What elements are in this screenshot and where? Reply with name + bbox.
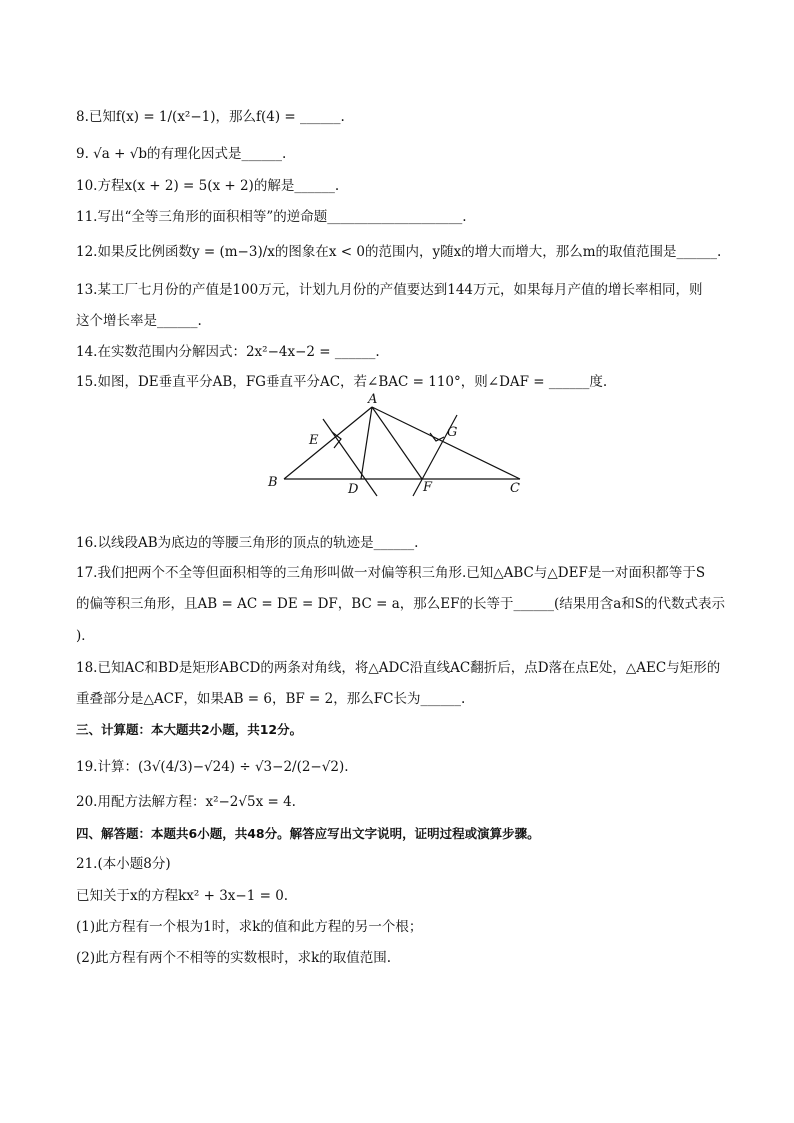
label-d: D xyxy=(348,482,359,497)
question-18-line1: 18.已知AC和BD是矩形ABCD的两条对角线，将△ADC沿直线AC翻折后，点D落在点E处，△AEC与矩形的 xyxy=(76,660,721,676)
question-11: 11.写出“全等三角形的面积相等”的逆命题____________________. xyxy=(76,209,467,225)
question-17-line3: )． xyxy=(76,628,95,644)
label-b: B xyxy=(268,475,278,490)
question-18-line2: 重叠部分是△ACF，如果AB = 6，BF = 2，那么FC长为______. xyxy=(76,691,466,707)
question-21-stem: 已知关于x的方程kx² + 3x−1 = 0. xyxy=(76,888,289,904)
label-f: F xyxy=(423,480,433,495)
question-13-line1: 13.某工厂七月份的产值是100万元，计划九月份的产值要达到144万元，如果每月产值的增长率相同，则 xyxy=(76,282,703,298)
right-angle-mark-g xyxy=(430,433,444,441)
section-3-heading: 三、计算题：本大题共2小题，共12分。 xyxy=(76,722,303,737)
question-15: 15.如图，DE垂直平分AB，FG垂直平分AC，若∠BAC = 110°，则∠DAF = ______度. xyxy=(76,374,608,390)
segment-ad xyxy=(361,407,372,479)
segment-ab xyxy=(284,407,372,479)
geometry-figure xyxy=(262,392,532,504)
question-19: 19.计算：(3√(4/3)−√24) ÷ √3−2/(2−√2). xyxy=(76,759,349,775)
question-13-line2: 这个增长率是______. xyxy=(76,313,202,329)
segment-ac xyxy=(372,407,520,479)
question-10: 10.方程x(x + 2) = 5(x + 2)的解是______. xyxy=(76,178,340,194)
question-8: 8.已知f(x) = 1/(x²−1)，那么f(4) = ______. xyxy=(76,109,345,125)
section-4-heading: 四、解答题：本题共6小题，共48分。解答应写出文字说明，证明过程或演算步骤。 xyxy=(76,826,540,841)
question-12: 12.如果反比例函数y = (m−3)/x的图象在x < 0的范围内，y随x的增大而增大，那么m的取值范围是______. xyxy=(76,244,722,260)
segment-af xyxy=(372,407,422,479)
question-9: 9. √a + √b的有理化因式是______. xyxy=(76,146,287,162)
triangle-diagram xyxy=(262,392,532,504)
question-17-line2: 的偏等积三角形，且AB = AC = DE = DF，BC = a，那么EF的长等于______(结果用含a和S的代数式表示 xyxy=(76,596,726,612)
question-16: 16.以线段AB为底边的等腰三角形的顶点的轨迹是______. xyxy=(76,535,419,551)
question-21-part-1: (1)此方程有一个根为1时，求k的值和此方程的另一个根； xyxy=(76,919,423,935)
question-14: 14.在实数范围内分解因式：2x²−4x−2 = ______. xyxy=(76,344,380,360)
question-21-part-2: (2)此方程有两个不相等的实数根时，求k的取值范围. xyxy=(76,950,392,966)
question-21-header: 21.(本小题8分) xyxy=(76,856,171,872)
label-e: E xyxy=(309,433,319,448)
question-20: 20.用配方法解方程：x²−2√5x = 4. xyxy=(76,794,296,810)
question-17-line1: 17.我们把两个不全等但面积相等的三角形叫做一对偏等积三角形.已知△ABC与△DEF是一对面积都等于S xyxy=(76,565,706,581)
label-g: G xyxy=(447,425,458,440)
label-a: A xyxy=(368,392,378,407)
label-c: C xyxy=(510,481,520,496)
